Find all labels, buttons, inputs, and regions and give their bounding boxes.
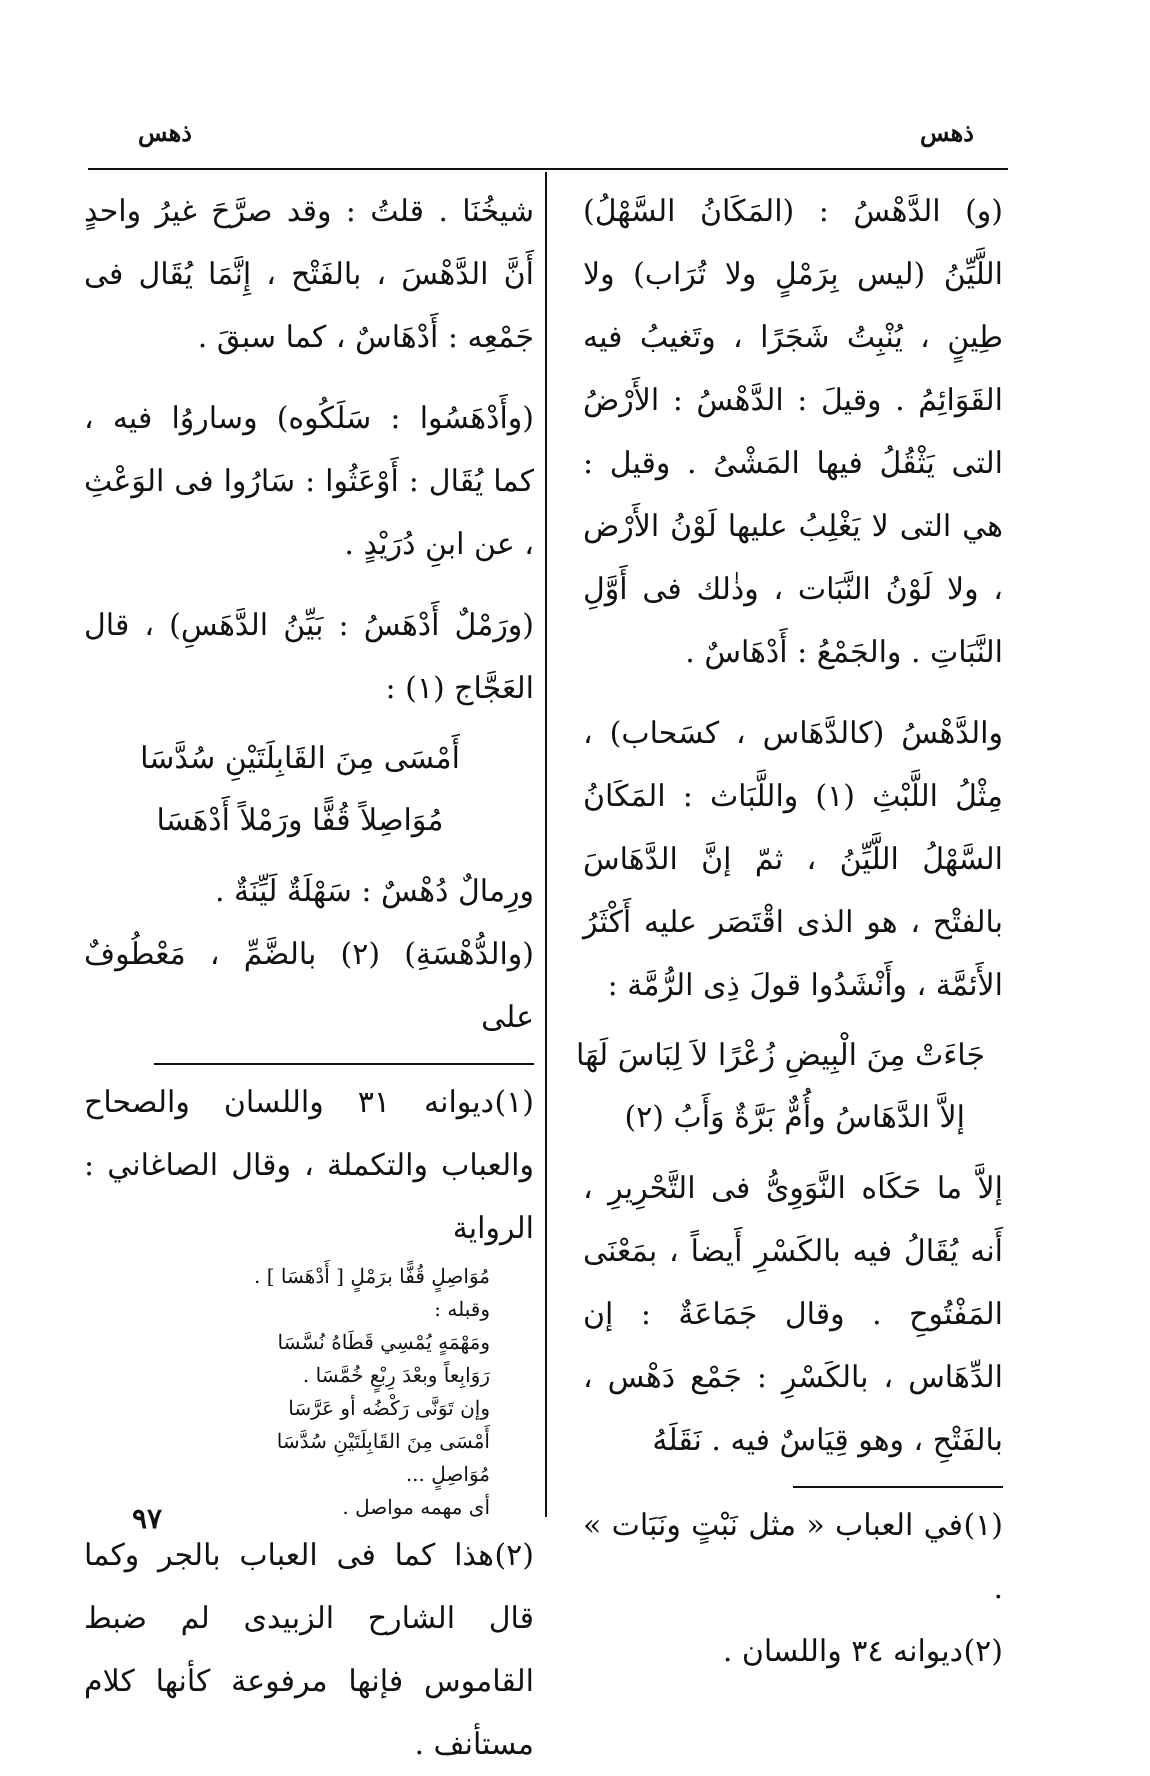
left-footnote-1 (84, 1071, 534, 1260)
footnote-number: (١) (963, 1508, 1003, 1543)
left-paragraph-2: (وأَدْهَسُوا : سَلَكُوه) وساروُا فيه ، كما يُقَال : أَوْعَثُوا : سَارُوا فى الوَعْثِ ، عن ابنِ دُرَيْدٍ . (84, 401, 534, 562)
right-footnote-2 (583, 1620, 1003, 1683)
page-number: ٩٧ (132, 1502, 163, 1535)
left-verse (84, 728, 534, 852)
right-column (576, 180, 1003, 1683)
left-column (84, 180, 534, 1776)
right-verse-line-2: إلاَّ الدَّهَاسُ وأُمٌّ بَرَّةٌ وَأَبُ (٢) (624, 1100, 965, 1135)
left-paragraph-3: (ورَمْلٌ أَدْهَسُ : بَيِّنُ الدَّهَسِ) ، قال العَجَّاج (١) : (84, 608, 534, 706)
left-footnote-2 (84, 1524, 534, 1776)
right-paragraph-1: (و) الدَّهْسُ : (المَكَانُ السَّهْلُ) اللَّيِّنُ (ليس بِرَمْلٍ ولا تُرَاب) ولا طِينٍ ، يُنْبِتُ شَجَرًا ، وتَغيبُ فيه القَوَائِمُ . وقيلَ : الدَّهْسُ : الأَرْضُ التى يَثْقُلُ فيها المَشْىُ . وقيل : هي التى لا يَغْلِبُ عليها لَوْنُ الأَرْض ، ولا لَوْنُ النَّبَات ، وذٰلك فى أَوَّلِ النَّبَاتِ . والجَمْعُ : أَدْهَاسٌ . (583, 194, 1003, 670)
header-rule (88, 168, 1008, 170)
right-footnote-rule (793, 1486, 1003, 1488)
running-header-right: ذهس (920, 118, 974, 147)
left-paragraph-1: شيخُنَا . قلتُ : وقد صرَّحَ غيرُ واحدٍ أَنَّ الدَّهْسَ ، بالفَتْح ، إِنَّمَا يُقَال فى جَمْعِه : أَدْهَاسٌ ، كما سبقَ . (84, 194, 534, 355)
left-verse-line-1: أَمْسَى مِنَ القَابِلَتَيْنِ سُدَّسَا (140, 741, 460, 776)
running-header-left: ذهس (138, 118, 192, 147)
footnote-text: في العباب « مثل نَبْتٍ ونَبَات » . (583, 1508, 1003, 1606)
column-divider (545, 172, 547, 1517)
right-verse (576, 1025, 1003, 1149)
left-paragraph-5: (والدُّهْسَةِ) (٢) بالضَّمِّ ، مَعْطُوفٌ على (84, 937, 534, 1035)
right-paragraph-3: إلاَّ ما حَكَاه النَّوَوِىُّ فى التَّحْرِيرِ ، أَنه يُقَالُ فيه بالكَسْرِ أَيضاً ، بمَعْنَى المَفْتُوحِ . وقال جَمَاعَةٌ : إن الدِّهَاس ، بالكَسْرِ : جَمْع دَهْس ، بالفَتْحِ ، وهو قِيَاسٌ فيه . نَقَلَهُ (583, 1171, 1003, 1458)
right-paragraph-2: والدَّهْسُ (كالدَّهَاس ، كسَحاب) ، مِثْلُ اللَّبْثِ (١) واللَّبَاث : المَكَانُ السَّهْلُ اللَّيِّنُ ، ثمّ إنَّ الدَّهَاسَ بالفتْح ، هو الذى اقْتَصَر عليه أَكْثَرُ الأَئمَّة ، وأَنْشَدُوا قولَ ذِى الرُّمَّة : (583, 716, 1003, 1003)
left-paragraph-4: ورِمالٌ دُهْسٌ : سَهْلَةٌ لَيِّنَةٌ . (214, 874, 534, 909)
left-footnote-line: رَوَابِعاً وبعْدَ رِبْعٍ خُمَّسَا . (302, 1363, 490, 1387)
right-verse-line-1: جَاءَتْ مِنَ الْبِيضِ زُعْرًا لاَ لِبَاسَ لَهَا (576, 1038, 985, 1073)
footnote-number: (٢) (963, 1634, 1003, 1669)
left-footnote-rule (154, 1063, 534, 1065)
left-footnote-line: أَمْسَى مِنَ القَابِلَتَيْنِ سُدَّسَا (276, 1429, 490, 1453)
left-footnote-line: مُوَاصِلٍ قُفًّا برَمْلٍ [ أَدْهَسَا ] . (253, 1264, 490, 1288)
left-footnote-line: أى مهمه مواصل . (342, 1495, 490, 1519)
footnote-text: هذا كما فى العباب بالجر وكما قال الشارح الزبيدى لم ضبط القاموس فإنها مرفوعة كأنها كلام مستأنف . (84, 1538, 534, 1762)
left-verse-line-2: مُوَاصِلاً قُفًّا ورَمْلاً أَدْهَسَا (156, 803, 444, 838)
footnote-number: (٢) (494, 1538, 534, 1573)
left-footnote-line: وإن تَوَنَّى رَكْضُه أو عَرَّسَا (288, 1396, 490, 1420)
right-footnote-1 (583, 1494, 1003, 1620)
footnote-text: ديوانه ٣١ واللسان والصحاح والعباب والتكملة ، وقال الصاغاني : الرواية (84, 1085, 534, 1246)
footnote-number: (١) (494, 1085, 534, 1120)
footnote-text: ديوانه ٣٤ واللسان . (722, 1634, 963, 1669)
left-footnote-line: ومَهْمَهٍ يُمْسِي قَطَاهُ نُسَّسَا (277, 1330, 490, 1354)
left-footnote-line: مُوَاصِلٍ ... (405, 1462, 490, 1486)
left-footnote-line: وقبله : (434, 1297, 490, 1321)
